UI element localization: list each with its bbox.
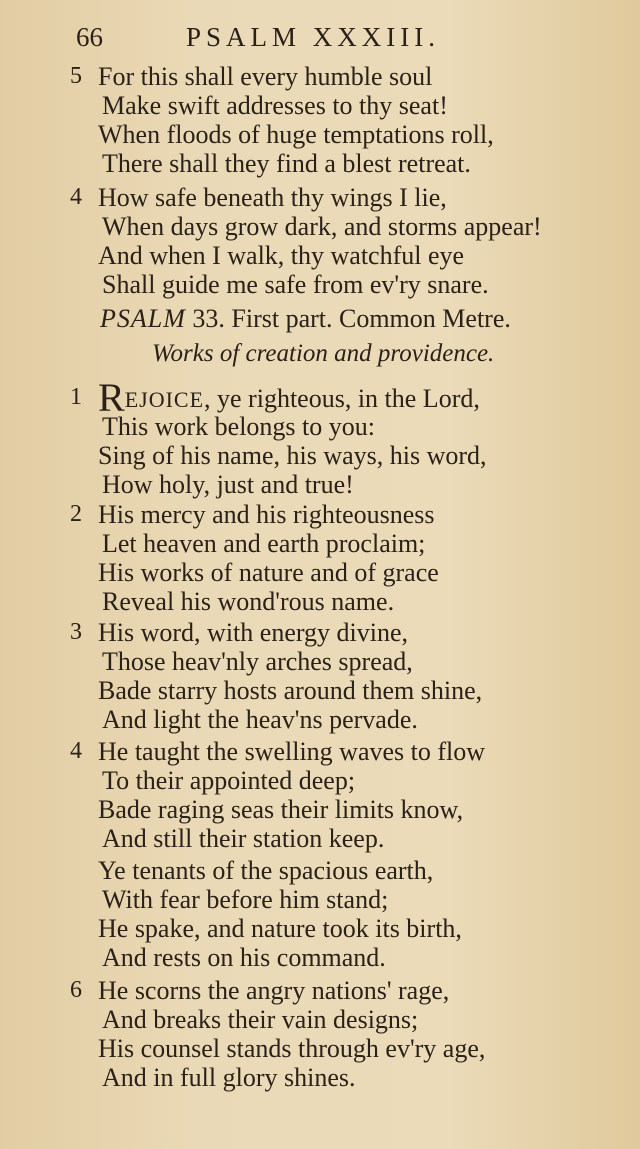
psalm-label: PSALM [100,304,186,333]
stanza-line [70,737,630,766]
stanza-line: When days grow dark, and storms appear! [102,212,542,241]
stanza-line: This work belongs to you: [102,412,375,441]
stanza-line [70,618,630,647]
stanza [70,856,630,972]
stanza [70,737,630,853]
drop-cap: R [98,375,125,420]
stanza-line: Let heaven and earth proclaim; [102,529,426,558]
page-header [76,22,530,62]
stanza-number: 5 [70,63,82,89]
stanza [70,500,630,616]
first-word: EJOICE [124,387,205,412]
stanza-line: And light the heav'ns pervade. [102,705,418,734]
stanza-line: And rests on his command. [102,943,386,972]
stanza-line [70,62,630,91]
stanza-line [70,856,630,885]
line-text: He scorns the angry nations' rage, [98,976,450,1005]
line-text: His word, with energy divine, [98,618,409,647]
stanza-number: 6 [70,977,82,1003]
stanza [70,976,630,1092]
stanza-line: And still their station keep. [102,824,385,853]
stanza-line: His works of nature and of grace [98,558,439,587]
stanza [70,183,630,299]
stanza-line: Sing of his name, his ways, his word, [98,441,487,470]
stanza-line: Bade raging seas their limits know, [98,795,464,824]
line-text: He taught the swelling waves to flow [98,737,486,766]
line-text: Ye tenants of the spacious earth, [98,856,434,885]
stanza-line: And when I walk, thy watchful eye [98,241,465,270]
stanza-line: Those heav'nly arches spread, [102,647,413,676]
stanza-line: Make swift addresses to thy seat! [102,91,448,120]
page-number: 66 [76,22,103,52]
stanza-line: Bade starry hosts around them shine, [98,676,483,705]
stanza-number: 2 [70,501,82,527]
stanza-number: 1 [70,384,82,410]
line-text: , ye righteous, in the Lord, [204,384,480,413]
psalm-heading-rest: 33. First part. Common Metre. [192,304,511,333]
running-title: PSALM XXXIII. [186,22,440,52]
stanza-line: And in full glory shines. [102,1063,356,1092]
stanza-number: 4 [70,738,82,764]
psalm-subtitle: Works of creation and providence. [152,340,495,367]
stanza-line: He spake, and nature took its birth, [98,914,462,943]
stanza-line: His counsel stands through ev'ry age, [98,1034,486,1063]
line-text: For this shall every humble soul [98,62,433,91]
stanza-line: How holy, just and true! [102,470,354,499]
stanza-line [70,375,630,420]
line-text: How safe beneath thy wings I lie, [98,183,447,212]
line-text: His mercy and his righteousness [98,500,435,529]
stanza-number: 3 [70,619,82,645]
psalm-heading [100,304,511,334]
stanza-line [70,976,630,1005]
stanza-line: There shall they find a blest retreat. [102,149,471,178]
stanza-line: With fear before him stand; [102,885,389,914]
stanza-line: Shall guide me safe from ev'ry snare. [102,270,489,299]
stanza [70,618,630,734]
stanza-line: And breaks their vain designs; [102,1005,419,1034]
stanza-line [70,500,630,529]
stanza-line [70,183,630,212]
stanza-number: 4 [70,184,82,210]
stanza [70,375,630,499]
stanza [70,62,630,178]
stanza-line: To their appointed deep; [102,766,356,795]
stanza-line: Reveal his wond'rous name. [102,587,395,616]
stanza-line: When floods of huge temptations roll, [98,120,494,149]
